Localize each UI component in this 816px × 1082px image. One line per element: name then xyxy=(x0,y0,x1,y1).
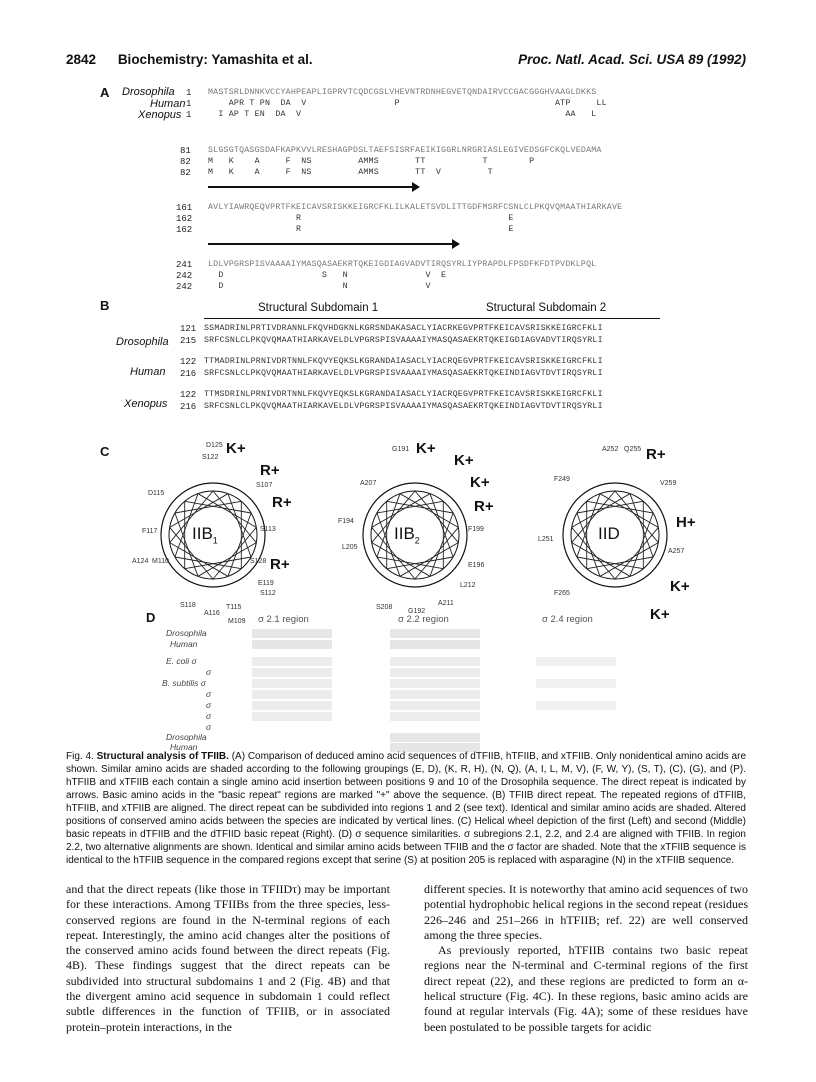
sequence-line: APR T PN DA V P ATP LL xyxy=(208,99,607,108)
sequence-line: SLGSGTQASGSDAFKAPKVVLRESHAGPDSLTAEFSISRFAEIKIGGRLNRGRIASLEGIVEDSGFCKQLVEDAMA xyxy=(208,146,602,155)
sequence-line: SSMADRINLPRTIVDRANNLFKQVHDGKNLKGRSNDAKASACLYIACRKEGVPRTFKEICAVSRISKKEIGRCFKLI xyxy=(204,324,603,333)
sequence-line: D S N V E xyxy=(208,271,447,280)
residue-label: S107 xyxy=(256,482,273,489)
residue-label: A257 xyxy=(668,548,685,555)
panel-d-label: D xyxy=(146,610,156,625)
panel-d-row: σ xyxy=(206,700,212,710)
residue-label: F249 xyxy=(554,476,570,483)
residue-label: S113 xyxy=(260,526,276,533)
wheel-chord xyxy=(572,494,630,528)
basic-residue-label: K+ xyxy=(470,474,490,491)
structural-subdomain-1: Structural Subdomain 1 xyxy=(258,302,379,314)
subdomain-rule xyxy=(204,318,660,319)
seq-number: 161 xyxy=(176,203,193,213)
wheel-chord xyxy=(400,494,458,528)
sigma-2-2-header: σ 2.2 region xyxy=(398,614,449,625)
wheel-center-label: $IIB_2$ xyxy=(394,524,420,546)
sequence-line: R E xyxy=(208,214,514,223)
basic-residue-label: H+ xyxy=(676,514,696,531)
panel-d-row: σ xyxy=(206,711,212,721)
sequence-line: SRFCSNLCLPKQVQMAATHIARKAVELDLVPGRSPISVAAAAIYMASQASAEKRTQKEINDIAGVTDVTIRQSYRLI xyxy=(204,369,603,378)
sequence-line: D N V xyxy=(208,282,431,291)
wheel-chord xyxy=(372,494,430,528)
seq-number: 162 xyxy=(176,225,193,235)
basic-residue-label: R+ xyxy=(272,494,292,511)
seq-number: 242 xyxy=(176,271,193,281)
wheel-chord xyxy=(170,494,228,528)
seq-number: 81 xyxy=(180,146,191,156)
caption-bold-intro: Structural analysis of TFIIB. xyxy=(96,751,229,762)
direct-repeat-arrow xyxy=(208,186,418,188)
wheel-center-label: $IIB_1$ xyxy=(192,524,218,546)
sequence-line: I AP T EN DA V AA L xyxy=(208,110,597,119)
species-human: Human xyxy=(150,98,186,110)
basic-residue-label: K+ xyxy=(650,606,670,623)
residue-label: S118 xyxy=(180,602,196,609)
sequence-line: M K A F NS AMMS TT V T xyxy=(208,168,493,177)
basic-residue-label: K+ xyxy=(670,578,690,595)
residue-label: M109 xyxy=(228,618,246,625)
sequence-line: TTMSDRINLPRNIVDRTNNLFKQVYEQKSLKGRANDAIASACLYIACRQEGVPRTFKEICAVSRISKKEIGRCFKLI xyxy=(204,390,603,399)
panel-d-row: Drosophila xyxy=(166,732,207,742)
residue-label: D115 xyxy=(148,490,165,497)
residue-label: G191 xyxy=(392,446,410,453)
sequence-line: M K A F NS AMMS TT T P xyxy=(208,157,535,166)
seq-number: 82 xyxy=(180,168,191,178)
seq-number: 242 xyxy=(176,282,193,292)
body-right-paragraph-1: different species. It is noteworthy that amino acid sequences of two potential hydrophobic helical regions in the second repeat (residues 226–246 and 251–266 in hTFIIB; ref. 22) are well conserved among the three species. xyxy=(424,882,748,942)
seq-number: 122 xyxy=(180,390,197,400)
figure-caption xyxy=(66,750,746,867)
residue-label: S128 xyxy=(250,558,267,565)
residue-label: L212 xyxy=(460,582,476,589)
residue-label: D125 xyxy=(206,442,223,449)
helical-wheel-iid xyxy=(520,440,710,630)
sequence-line: SRFCSNLCLPKQVQMAATHIARKAVELDLVPGRSPISVAAAAIYMASQASAEKRTQKEINDIAGVTDVTIRQSYRLI xyxy=(204,402,603,411)
seq-number: 122 xyxy=(180,357,197,367)
residue-label: A207 xyxy=(360,480,377,487)
residue-label: F265 xyxy=(554,590,570,597)
basic-residue-label: R+ xyxy=(646,446,666,463)
sigma-2-4-header: σ 2.4 region xyxy=(542,614,593,625)
residue-label: A116 xyxy=(204,610,220,617)
residue-label: S122 xyxy=(202,454,219,461)
basic-residue-label: R+ xyxy=(260,462,280,479)
panel-d-row: Drosophila xyxy=(166,628,207,638)
species-drosophila: Drosophila xyxy=(116,336,169,348)
basic-residue-label: K+ xyxy=(416,440,436,457)
sequence-line: AVLYIAWRQEQVPRTFKEICAVSRISKKEIGRCFKLILKALETSVDLITTGDFMSRFCSNLCLPKQVQMAATHIARKAVE xyxy=(208,203,623,212)
seq-number: 82 xyxy=(180,157,191,167)
panel-b-label: B xyxy=(100,298,110,313)
species-xenopus: Xenopus xyxy=(138,109,182,121)
species-human: Human xyxy=(130,366,166,378)
basic-residue-label: K+ xyxy=(454,452,474,469)
sequence-line: R E xyxy=(208,225,514,234)
running-header-right: Proc. Natl. Acad. Sci. USA 89 (1992) xyxy=(518,52,746,67)
wheel-chord xyxy=(198,494,256,528)
helical-wheel-iib2 xyxy=(320,440,510,630)
seq-number: 121 xyxy=(180,324,197,334)
residue-label: A252 xyxy=(602,446,619,453)
residue-label: A124 xyxy=(132,558,149,565)
panel-d-row: Human xyxy=(170,742,198,752)
direct-repeat-arrow xyxy=(208,243,458,245)
residue-label: F194 xyxy=(338,518,354,525)
residue-label: L251 xyxy=(538,536,554,543)
basic-residue-label: R+ xyxy=(474,498,494,515)
sequence-line: TTMADRINLPRNIVDRTNNLFKQVYEQKSLKGRANDAIASACLYIACRQEGVPRTFKEICAVSRISKKEIGRCFKLI xyxy=(204,357,603,366)
residue-label: L205 xyxy=(342,544,358,551)
residue-label: G192 xyxy=(408,608,426,615)
seq-number: 1 xyxy=(186,110,192,120)
body-column-right xyxy=(424,882,748,1035)
residue-label: S112 xyxy=(260,590,276,597)
body-column-left: and that the direct repeats (like those in TFIIDτ) may be important for these interactions. Among TFIIBs from the three species, less-conserved regions are found in the N-terminal regions of each repeat. Interestingly, the amino acid changes alter the positions of the conserved amino acids found between the direct repeats (Fig. 4B). These findings suggest that the direct repeats can be subdivided into structural subdomains 1 and 2 (Fig. 4B) and that the divergent amino acid sequence in subdomain 1 could reflect subtle differences in the function of TFIIB, or in associated protein–protein interactions, in the xyxy=(66,882,390,1034)
panel-d-row: B. subtilis σ xyxy=(162,678,206,688)
residue-label: Q255 xyxy=(624,446,642,453)
panel-d-row: E. coli σ xyxy=(166,656,197,666)
residue-label: V259 xyxy=(660,480,677,487)
residue-label: F117 xyxy=(142,528,158,535)
seq-number: 162 xyxy=(176,214,193,224)
seq-number: 216 xyxy=(180,369,197,379)
residue-label: T115 xyxy=(226,604,242,611)
sequence-line: MASTSRLDNNKVCCYAHPEAPLIGPRVTCQDCGSLVHEVNTRDNHEGVETQNDAIRVCCGACGGGHVAAGLDKKS xyxy=(208,88,597,97)
caption-title: Fig. 4. xyxy=(66,751,94,762)
basic-residue-label: R+ xyxy=(270,556,290,573)
body-right-paragraph-2: As previously reported, hTFIIB contains two basic repeat regions near the N-terminal and C-terminal regions of the first direct repeat (22), and these regions are predicted to form an α-helical structure (Fig. 4C). In these regions, basic amino acids are found at regular intervals (Fig. 4A); some of these residues have been postulated to be possible targets for acidic xyxy=(424,943,748,1034)
helical-wheel-iib1 xyxy=(118,440,308,630)
running-header-left xyxy=(66,52,313,67)
seq-number: 1 xyxy=(186,99,192,109)
panel-d-row: σ xyxy=(206,667,212,677)
residue-label: M110 xyxy=(152,558,169,565)
residue-label: E196 xyxy=(468,562,485,569)
species-drosophila: Drosophila xyxy=(122,86,175,98)
residue-label: S208 xyxy=(376,604,393,611)
caption-text: (A) Comparison of deduced amino acid sequences of dTFIIB, hTFIIB, and xTFIIB. Only nonidentical amino acids are shown. Similar amino acids are shaded according to the following groupings (E, D), (K, R, H), (N, Q), (A, I, L, M, V), (F, W, Y), (S, T), (C), (G), and (P). hTFIIB and xTFIIB each contain a single amino acid insertion between positions 9 and 10 of the Drosophila sequence. The direct repeat is indicated by arrows. Basic amino acids in the "basic repeat" regions are marked "+" above the sequence. (B) TFIIB direct repeat. The repeated regions of dTFIIB, hTFIIB, and xTFIIB are aligned. The direct repeat can be subdivided into regions 1 and 2 (see text). Identical and similar amino acids are shaded. Altered positions of conserved amino acids between the species are indicated by vertical lines. (C) Helical wheel depiction of the first (Left) and second (Middle) basic repeats in dTFIIB and the dTFIID basic repeat (Right). (D) σ sequence similarities. σ subregions 2.1, 2.2, and 2.4 are aligned with TFIIB. In region 2.2, two alternative alignments are shown. Identical and similar amino acids between TFIIB and the σ factor are shaded. Note that the xTFIIB sequence is identical to the hTFIIB sequence in the compared regions except that serine (S) at position 205 is replaced with asparagine (N) in the xTFIIB sequence. xyxy=(66,751,747,866)
species-xenopus: Xenopus xyxy=(124,398,168,410)
sigma-2-1-header: σ 2.1 region xyxy=(258,614,309,625)
sequence-line: LDLVPGRSPISVAAAAIYMASQASAEKRTQKEIGDIAGVADVTIRQSYRLIYPRAPDLFPSDFKFDTPVDKLPQL xyxy=(208,260,597,269)
basic-residue-label: K+ xyxy=(226,440,246,457)
residue-label: E119 xyxy=(258,580,274,587)
journal-section: Biochemistry: Yamashita et al. xyxy=(117,52,313,67)
panel-d-row: σ xyxy=(206,689,212,699)
seq-number: 1 xyxy=(186,88,192,98)
panel-d-row: σ xyxy=(206,722,212,732)
sequence-line: SRFCSNLCLPKQVQMAATHIARKAVELDLVPGRSPISVAAAAIYMASQASAEKRTQKEIGDIAGVADVTIRQSYRLI xyxy=(204,336,603,345)
seq-number: 215 xyxy=(180,336,197,346)
page-number: 2842 xyxy=(66,52,97,67)
wheel-center-label: IID xyxy=(598,524,620,543)
residue-label: A211 xyxy=(438,600,454,607)
panel-d-row: Human xyxy=(170,639,198,649)
structural-subdomain-2: Structural Subdomain 2 xyxy=(486,302,607,314)
residue-label: F199 xyxy=(468,526,484,533)
seq-number: 216 xyxy=(180,402,197,412)
seq-number: 241 xyxy=(176,260,193,270)
panel-a-label: A xyxy=(100,85,110,100)
panel-c-label: C xyxy=(100,444,110,459)
wheel-chord xyxy=(600,494,658,528)
